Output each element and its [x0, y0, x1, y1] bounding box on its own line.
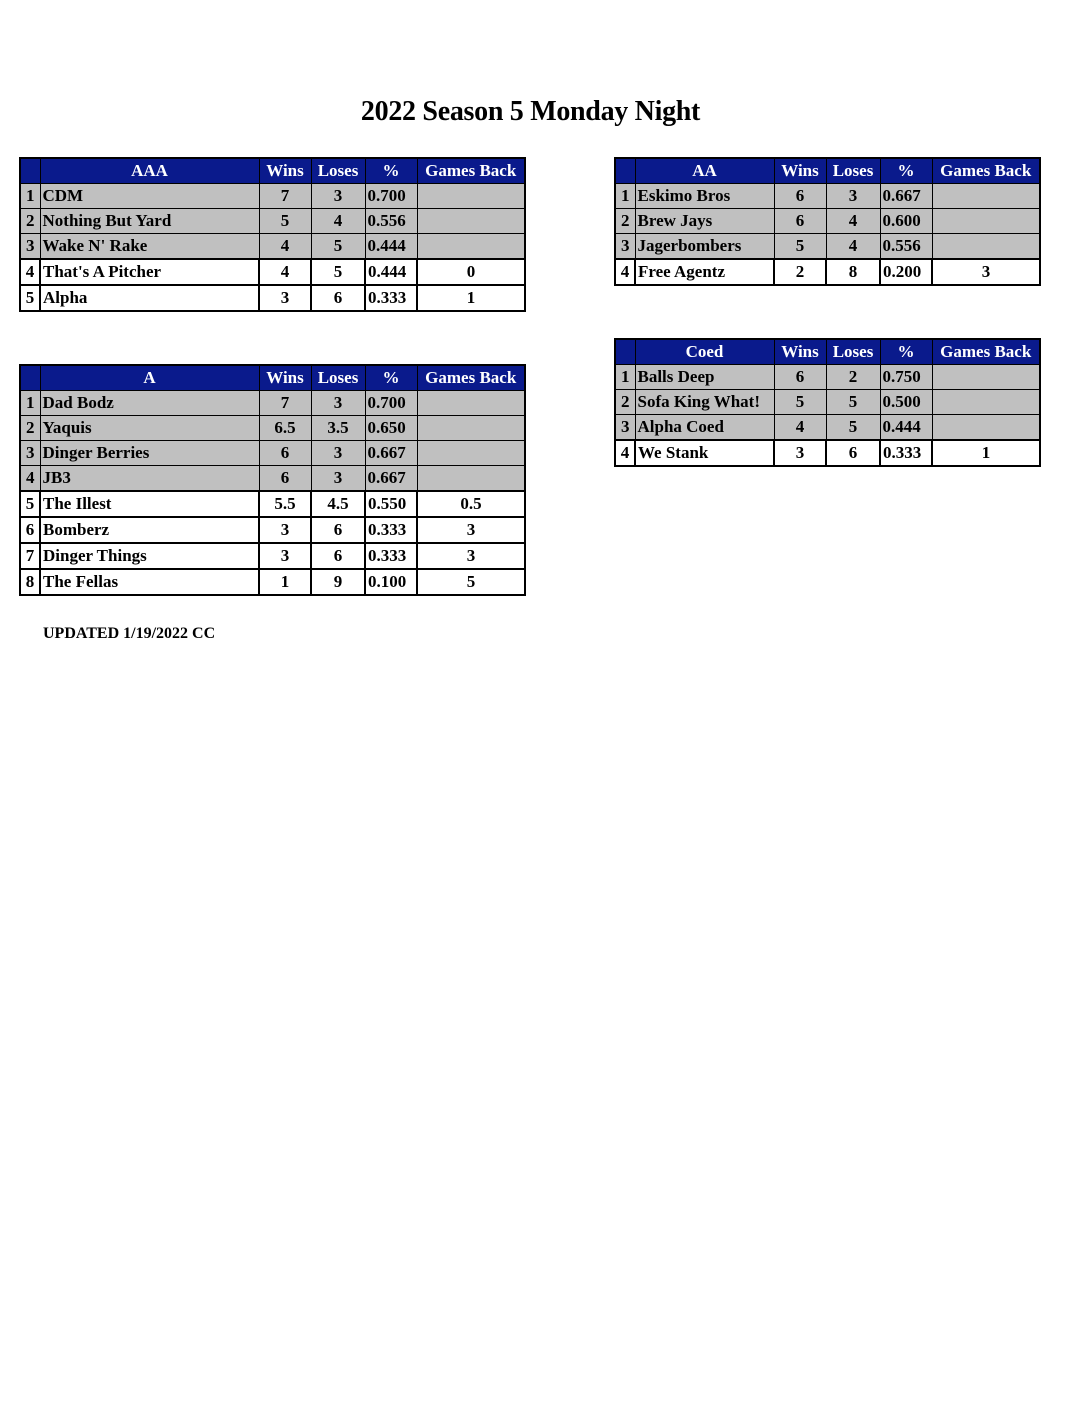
- rank-cell: 4: [20, 259, 40, 285]
- rank-cell: 4: [20, 466, 40, 492]
- games-back-cell: [417, 209, 525, 234]
- pct-cell: 0.444: [365, 259, 417, 285]
- pct-cell: 0.667: [880, 184, 932, 209]
- standings-table-a: [19, 364, 526, 596]
- standings-table-aaa: [19, 157, 526, 312]
- games-back-cell: 1: [417, 285, 525, 311]
- team-name-cell: The Illest: [40, 491, 259, 517]
- team-name-cell: JB3: [40, 466, 259, 492]
- wins-cell: 5: [774, 390, 826, 415]
- team-name-cell: That's A Pitcher: [40, 259, 259, 285]
- wins-cell: 5: [774, 234, 826, 260]
- table-header-row: [20, 158, 525, 184]
- team-name-cell: Dinger Things: [40, 543, 259, 569]
- rank-cell: 8: [20, 569, 40, 595]
- loses-cell: 3: [311, 184, 365, 209]
- loses-cell: 5: [826, 390, 880, 415]
- team-name-cell: Brew Jays: [635, 209, 774, 234]
- loses-header: Loses: [826, 158, 880, 184]
- rank-cell: 3: [615, 234, 635, 260]
- table-row: [20, 285, 525, 311]
- table-header-row: [615, 158, 1040, 184]
- table-header-row: [615, 339, 1040, 365]
- pct-cell: 0.100: [365, 569, 417, 595]
- table-row: [20, 491, 525, 517]
- rank-cell: 5: [20, 491, 40, 517]
- games-back-cell: 0: [417, 259, 525, 285]
- rank-cell: 3: [20, 234, 40, 260]
- table-row: [20, 234, 525, 260]
- table-row: [20, 569, 525, 595]
- wins-cell: 4: [259, 259, 311, 285]
- wins-cell: 4: [259, 234, 311, 260]
- pct-cell: 0.500: [880, 390, 932, 415]
- wins-cell: 4: [774, 415, 826, 441]
- loses-cell: 3: [311, 441, 365, 466]
- loses-header: Loses: [311, 158, 365, 184]
- table-row: [20, 517, 525, 543]
- pct-header: %: [365, 365, 417, 391]
- loses-cell: 4: [311, 209, 365, 234]
- table-row: [615, 259, 1040, 285]
- loses-cell: 4: [826, 234, 880, 260]
- table-row: [20, 259, 525, 285]
- division-header: A: [40, 365, 259, 391]
- table-row: [20, 543, 525, 569]
- wins-cell: 3: [259, 517, 311, 543]
- rank-cell: 7: [20, 543, 40, 569]
- games-back-cell: [417, 184, 525, 209]
- team-name-cell: Eskimo Bros: [635, 184, 774, 209]
- rank-cell: 2: [20, 209, 40, 234]
- wins-cell: 6: [259, 466, 311, 492]
- pct-cell: 0.667: [365, 466, 417, 492]
- table-row: [20, 391, 525, 416]
- wins-cell: 7: [259, 391, 311, 416]
- pct-cell: 0.556: [365, 209, 417, 234]
- rank-cell: 3: [20, 441, 40, 466]
- pct-cell: 0.200: [880, 259, 932, 285]
- games-back-cell: [932, 209, 1040, 234]
- games-back-header: Games Back: [417, 365, 525, 391]
- loses-cell: 6: [311, 517, 365, 543]
- team-name-cell: Free Agentz: [635, 259, 774, 285]
- team-name-cell: Dad Bodz: [40, 391, 259, 416]
- rank-cell: 1: [20, 184, 40, 209]
- loses-cell: 5: [826, 415, 880, 441]
- wins-cell: 6: [259, 441, 311, 466]
- loses-cell: 6: [826, 440, 880, 466]
- wins-cell: 5: [259, 209, 311, 234]
- wins-cell: 1: [259, 569, 311, 595]
- wins-header: Wins: [259, 158, 311, 184]
- loses-cell: 8: [826, 259, 880, 285]
- pct-cell: 0.333: [365, 543, 417, 569]
- games-back-cell: [417, 441, 525, 466]
- wins-cell: 6: [774, 365, 826, 390]
- table-row: [20, 441, 525, 466]
- wins-cell: 5.5: [259, 491, 311, 517]
- pct-cell: 0.556: [880, 234, 932, 260]
- games-back-cell: [417, 391, 525, 416]
- team-name-cell: Bomberz: [40, 517, 259, 543]
- rank-cell: 1: [615, 184, 635, 209]
- games-back-header: Games Back: [932, 339, 1040, 365]
- rank-cell: 4: [615, 440, 635, 466]
- pct-cell: 0.550: [365, 491, 417, 517]
- wins-header: Wins: [774, 339, 826, 365]
- loses-header: Loses: [311, 365, 365, 391]
- wins-cell: 6.5: [259, 416, 311, 441]
- table-row: [20, 416, 525, 441]
- standings-table-aa: [614, 157, 1041, 286]
- pct-cell: 0.333: [365, 285, 417, 311]
- loses-cell: 4: [826, 209, 880, 234]
- games-back-cell: [417, 466, 525, 492]
- pct-cell: 0.700: [365, 391, 417, 416]
- rank-header: [20, 365, 40, 391]
- team-name-cell: Balls Deep: [635, 365, 774, 390]
- pct-cell: 0.333: [880, 440, 932, 466]
- table-row: [615, 415, 1040, 441]
- games-back-cell: [932, 415, 1040, 441]
- games-back-header: Games Back: [932, 158, 1040, 184]
- wins-header: Wins: [774, 158, 826, 184]
- rank-header: [615, 158, 635, 184]
- pct-header: %: [880, 339, 932, 365]
- loses-header: Loses: [826, 339, 880, 365]
- games-back-cell: 1: [932, 440, 1040, 466]
- games-back-cell: [932, 390, 1040, 415]
- loses-cell: 3: [311, 391, 365, 416]
- loses-cell: 6: [311, 285, 365, 311]
- team-name-cell: Jagerbombers: [635, 234, 774, 260]
- page-title: 2022 Season 5 Monday Night: [360, 96, 701, 127]
- table-header-row: [20, 365, 525, 391]
- games-back-cell: [417, 416, 525, 441]
- games-back-cell: 5: [417, 569, 525, 595]
- games-back-cell: 0.5: [417, 491, 525, 517]
- loses-cell: 6: [311, 543, 365, 569]
- loses-cell: 5: [311, 259, 365, 285]
- rank-cell: 2: [20, 416, 40, 441]
- pct-cell: 0.333: [365, 517, 417, 543]
- team-name-cell: Nothing But Yard: [40, 209, 259, 234]
- rank-cell: 1: [20, 391, 40, 416]
- rank-cell: 4: [615, 259, 635, 285]
- wins-cell: 2: [774, 259, 826, 285]
- division-header: AAA: [40, 158, 259, 184]
- rank-cell: 1: [615, 365, 635, 390]
- pct-cell: 0.444: [365, 234, 417, 260]
- team-name-cell: CDM: [40, 184, 259, 209]
- table-row: [615, 184, 1040, 209]
- division-header: AA: [635, 158, 774, 184]
- team-name-cell: Alpha: [40, 285, 259, 311]
- table-row: [20, 184, 525, 209]
- loses-cell: 9: [311, 569, 365, 595]
- wins-cell: 3: [259, 285, 311, 311]
- loses-cell: 3: [311, 466, 365, 492]
- table-row: [615, 209, 1040, 234]
- games-back-cell: 3: [417, 517, 525, 543]
- wins-cell: 3: [774, 440, 826, 466]
- wins-cell: 6: [774, 184, 826, 209]
- team-name-cell: Wake N' Rake: [40, 234, 259, 260]
- pct-cell: 0.650: [365, 416, 417, 441]
- pct-header: %: [880, 158, 932, 184]
- team-name-cell: The Fellas: [40, 569, 259, 595]
- loses-cell: 2: [826, 365, 880, 390]
- table-row: [615, 365, 1040, 390]
- rank-cell: 6: [20, 517, 40, 543]
- division-header: Coed: [635, 339, 774, 365]
- wins-header: Wins: [259, 365, 311, 391]
- team-name-cell: Sofa King What!: [635, 390, 774, 415]
- games-back-cell: [417, 234, 525, 260]
- rank-header: [20, 158, 40, 184]
- games-back-header: Games Back: [417, 158, 525, 184]
- pct-cell: 0.667: [365, 441, 417, 466]
- wins-cell: 6: [774, 209, 826, 234]
- team-name-cell: Dinger Berries: [40, 441, 259, 466]
- table-row: [20, 466, 525, 492]
- wins-cell: 3: [259, 543, 311, 569]
- wins-cell: 7: [259, 184, 311, 209]
- games-back-cell: 3: [932, 259, 1040, 285]
- rank-header: [615, 339, 635, 365]
- table-row: [615, 440, 1040, 466]
- pct-cell: 0.750: [880, 365, 932, 390]
- team-name-cell: Alpha Coed: [635, 415, 774, 441]
- pct-cell: 0.700: [365, 184, 417, 209]
- table-row: [20, 209, 525, 234]
- pct-header: %: [365, 158, 417, 184]
- rank-cell: 2: [615, 209, 635, 234]
- loses-cell: 5: [311, 234, 365, 260]
- games-back-cell: [932, 184, 1040, 209]
- team-name-cell: We Stank: [635, 440, 774, 466]
- pct-cell: 0.444: [880, 415, 932, 441]
- loses-cell: 4.5: [311, 491, 365, 517]
- table-row: [615, 234, 1040, 260]
- table-row: [615, 390, 1040, 415]
- standings-table-coed: [614, 338, 1041, 467]
- rank-cell: 3: [615, 415, 635, 441]
- games-back-cell: 3: [417, 543, 525, 569]
- rank-cell: 2: [615, 390, 635, 415]
- updated-note: UPDATED 1/19/2022 CC: [43, 625, 216, 642]
- pct-cell: 0.600: [880, 209, 932, 234]
- loses-cell: 3: [826, 184, 880, 209]
- games-back-cell: [932, 365, 1040, 390]
- games-back-cell: [932, 234, 1040, 260]
- loses-cell: 3.5: [311, 416, 365, 441]
- rank-cell: 5: [20, 285, 40, 311]
- team-name-cell: Yaquis: [40, 416, 259, 441]
